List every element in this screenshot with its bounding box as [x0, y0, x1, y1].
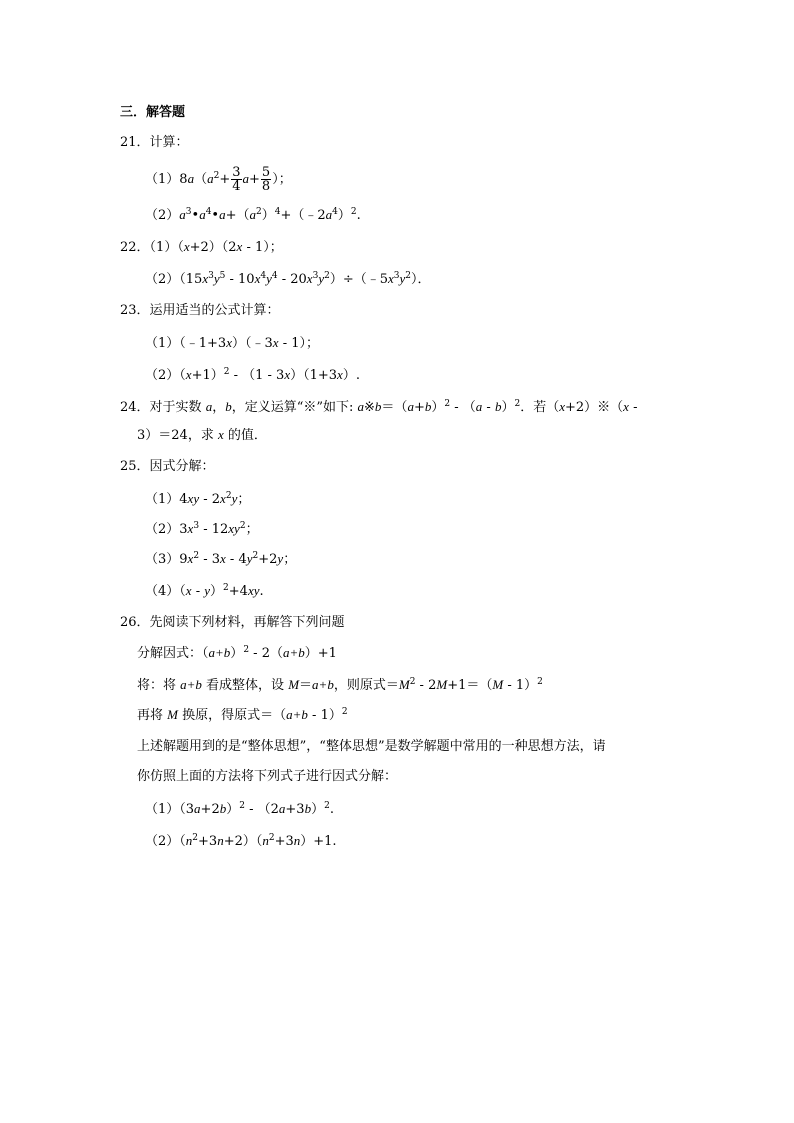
question-24-line2: 3）＝24，求 x 的值．	[137, 427, 267, 443]
question-25	[120, 458, 215, 476]
question-label: 先阅读下列材料，再解答下列问题	[149, 615, 345, 630]
q25-part2: $(2)3x^3 - 12xy^2$；	[145, 521, 259, 537]
question-22: 22．（1）（x+2）（2x - 1）；	[120, 239, 283, 255]
fraction-5-8: $\frac{5}{8}$	[261, 165, 271, 194]
question-21	[120, 134, 189, 152]
q21-part2: $(2)a^3•a^4•a+(a^2)^4+(﹣2a^4)^2$.	[145, 207, 361, 223]
question-number: 21．	[120, 135, 150, 150]
q23-part1: （1）（﹣1+3x）（﹣3x - 1）；	[145, 335, 319, 351]
question-26	[120, 614, 345, 632]
q26-material-line4: 上述解题用到的是“整体思想”，“整体思想”是数学解题中常用的一种思想方法，请	[137, 739, 606, 754]
q26-material-line1: 分解因式：$(a+b)^2 - 2(a+b)+1$	[137, 645, 337, 661]
q23-part2: $(2)(x+1)^2 - (1 - 3x)(1+3x)$.	[145, 367, 360, 383]
question-number: 25．	[120, 459, 150, 474]
q26-material-line5: 你仿照上面的方法将下列式子进行因式分解：	[137, 769, 398, 784]
question-label: 计算：	[149, 135, 189, 150]
question-number: 26．	[120, 615, 150, 630]
fraction-3-4: $\frac{3}{4}$	[232, 165, 241, 194]
question-24: 24．对于实数 a，b，定义运算“※”如下: $a※b=(a+b)^2 - (a - b)^2$．若（x+2）※（x -	[120, 399, 638, 415]
question-number: 22．	[120, 240, 150, 255]
question-23	[120, 302, 280, 320]
q25-part4: （4）（x - y）$^2$+4xy.	[145, 583, 264, 599]
q21-part1: $(1)8a(a^2+$ $\frac{3}{4}$ a+ $\frac{5}{8}$ ）；	[145, 165, 292, 194]
q26-part2: $(2)(n^2+3n+2)(n^2+3n)+1$.	[145, 833, 337, 849]
question-label: 运用适当的公式计算：	[149, 303, 280, 318]
question-number: 23．	[120, 303, 150, 318]
section-title: 三．解答题	[120, 105, 186, 120]
q26-part1: $(1)(3a+2b)^2 - (2a+3b)^2$.	[145, 801, 334, 817]
q26-material-line3: 再将 M 换原，得原式$=(a+b - 1)^2$	[137, 707, 348, 723]
q22-part2: $(2)(15x^3y^5 - 10x^4y^4$ - $20x^3y^2)\div(﹣5x^3y^2)$．	[145, 271, 431, 287]
question-number: 24．	[120, 400, 150, 415]
q26-material-line2: 将：将 a+b 看成整体，设 M＝a+b，则原式$=M^2 - 2M+1=(M - 1)^2$	[137, 677, 543, 693]
q25-part1: $(1)4xy - 2x^2y$；	[145, 491, 251, 507]
q25-part3: $(3)9x^2 - 3x - 4y^2+2y$；	[145, 551, 297, 567]
question-label: 因式分解：	[149, 459, 215, 474]
